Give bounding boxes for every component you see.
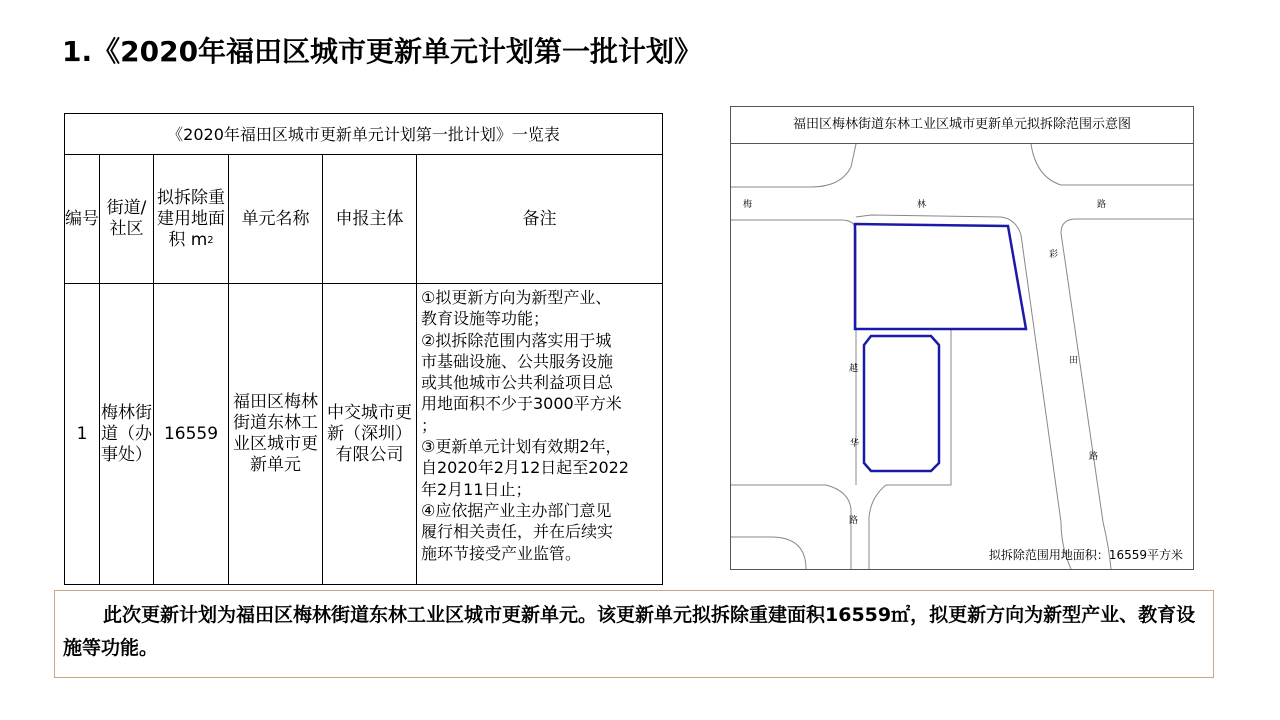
map-drawing [731, 107, 1193, 569]
cell-street: 梅林街道（办事处） [100, 284, 154, 585]
remark-line: ④应依据产业主办部门意见 [421, 500, 612, 520]
remark-line: ； [421, 415, 438, 435]
remark-line: 或其他城市公共利益项目总 [421, 373, 614, 393]
header-area: 拟拆除重建用地面积 $m^2$ [154, 155, 229, 284]
remark-line: ①拟更新方向为新型产业、 [421, 288, 612, 307]
header-unit: 单元名称 [229, 155, 323, 284]
road-lines [731, 144, 1193, 569]
remark-line: ③更新单元计划有效期2年， [421, 437, 622, 457]
remark-line: 市基础设施、公共服务设施 [421, 351, 614, 371]
boundary-south [864, 336, 939, 471]
remark-line: 教育设施等功能； [421, 309, 550, 329]
page-title: 1.《2020年福田区城市更新单元计划第一批计划》 [62, 35, 703, 68]
cell-unit: 福田区梅林街道东林工业区城市更新单元 [229, 284, 323, 585]
map-area-note: 拟拆除范围用地面积：16559平方米 [988, 548, 1183, 562]
road-label: 梅 [743, 200, 753, 210]
table-caption: 《2020年福田区城市更新单元计划第一批计划》一览表 [65, 114, 663, 155]
road-label: 路 [1089, 452, 1099, 462]
summary-box: 此次更新计划为福田区梅林街道东林工业区城市更新单元。该更新单元拟拆除重建面积16559㎡，拟更新方向为新型产业、教育设施等功能。 [54, 590, 1214, 678]
header-street: 街道/社区 [100, 155, 154, 284]
road-label: 田 [1069, 356, 1079, 366]
map-title: 福田区梅林街道东林工业区城市更新单元拟拆除范围示意图 [731, 107, 1193, 144]
header-no: 编号 [65, 155, 100, 284]
cell-area: 16559 [154, 284, 229, 585]
remark-line: 履行相关责任，并在后续实 [421, 522, 614, 542]
road-label: 越 [849, 364, 859, 374]
site-map [730, 106, 1194, 570]
plan-table [64, 113, 663, 585]
remark-line: ②拟拆除范围内落实用于城 [421, 330, 612, 350]
road-label: 彩 [1049, 250, 1059, 260]
remark-line: 自2020年2月12日起至2022 [421, 458, 629, 478]
header-remark: 备注 [417, 155, 663, 284]
remark-line: 施环节接受产业监管。 [421, 543, 582, 563]
boundary-north [855, 224, 1026, 329]
cell-remark [417, 284, 663, 585]
header-applicant: 申报主体 [323, 155, 417, 284]
cell-no: 1 [65, 284, 100, 585]
remark-line: 用地面积不少于3000平方米 [421, 394, 622, 414]
road-label: 林 [917, 200, 927, 210]
road-label: 路 [849, 516, 859, 526]
road-label: 路 [1097, 200, 1107, 210]
road-label: 华 [850, 439, 860, 449]
cell-applicant: 中交城市更新（深圳）有限公司 [323, 284, 417, 585]
remark-line: 年2月11日止； [421, 479, 532, 499]
